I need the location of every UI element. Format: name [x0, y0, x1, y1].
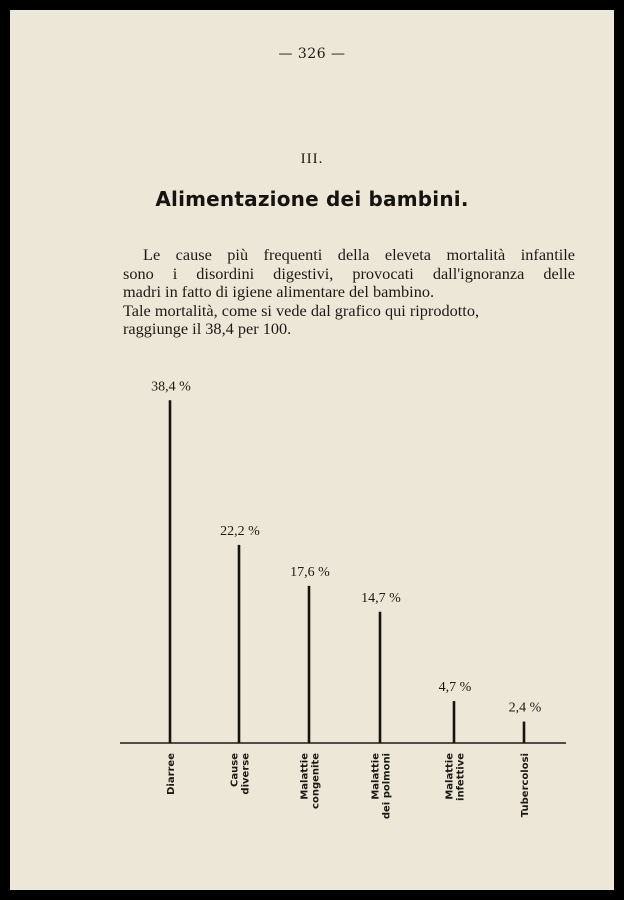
paragraph-line: Le cause più frequenti della eleveta mortalità infantile [143, 245, 575, 264]
chart-category-text: Malattie [370, 753, 382, 800]
paragraph-line: Tale mortalità, come si vede dal grafico qui riprodotto, [123, 300, 480, 320]
chart-category-label [166, 753, 177, 795]
chart-category-label [520, 753, 531, 817]
chart-value-label: 17,6 % [290, 564, 330, 580]
book-page [10, 10, 614, 890]
chart-category-text: infettive [455, 753, 467, 801]
section-number: III. [300, 151, 324, 167]
chart-category-label [445, 753, 467, 801]
section-title: Alimentazione dei bambini. [155, 187, 469, 211]
chart-category-label [371, 753, 393, 819]
chart-value-label: 4,7 % [438, 680, 472, 696]
chart-category-text: diverse [240, 753, 252, 795]
chart-category-text: Diarree [166, 753, 177, 795]
chart-category-label [230, 753, 252, 795]
paragraph-line: madri in fatto di igiene alimentare del bambino. [123, 282, 435, 301]
chart-category-label [300, 753, 322, 809]
chart-category-text: dei polmoni [381, 753, 393, 820]
chart-category-text: Tubercolosi [520, 753, 531, 818]
paragraph-line: raggiunge il 38,4 per 100. [123, 319, 292, 338]
chart-category-text: congenite [310, 753, 322, 809]
chart-value-label: 38,4 % [151, 379, 191, 395]
page-number: — 326 — [278, 46, 346, 62]
chart-category-text: Malattie [444, 753, 456, 800]
chart-category-text: Malattie [299, 753, 311, 800]
chart-value-label: 2,4 % [508, 700, 542, 716]
chart-value-label: 14,7 % [361, 590, 401, 606]
chart-category-text: Cause [229, 753, 241, 787]
chart-value-label: 22,2 % [220, 523, 260, 539]
paragraph-line: sono i disordini digestivi, provocati dall'ignoranza delle [123, 263, 575, 283]
mortality-bar-chart [10, 10, 614, 890]
